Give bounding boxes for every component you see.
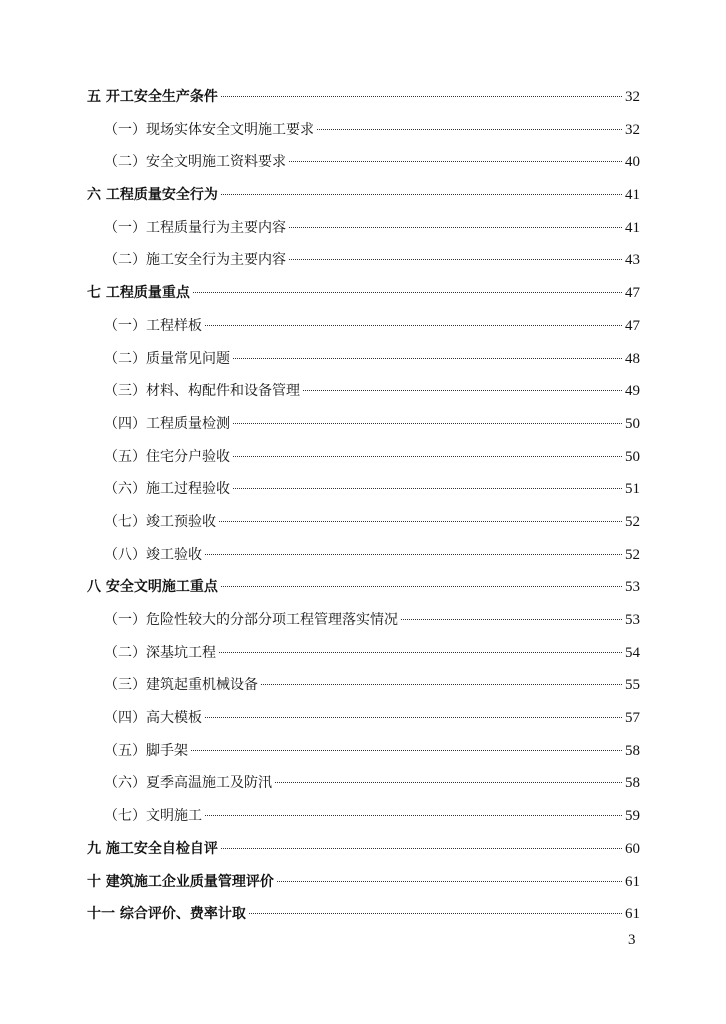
dot-leader xyxy=(303,390,622,391)
toc-entry-title: （四）工程质量检测 xyxy=(104,415,230,432)
toc-subsection-entry xyxy=(87,314,640,347)
dot-leader xyxy=(289,227,622,228)
toc-subsection-entry xyxy=(87,608,640,641)
toc-subsection-entry xyxy=(87,216,640,249)
dot-leader xyxy=(221,96,622,97)
toc-entry-title: （一）危险性较大的分部分项工程管理落实情况 xyxy=(104,612,398,628)
toc-subsection-entry xyxy=(87,347,640,380)
toc-entry-title: （五）住宅分户验收 xyxy=(104,448,230,465)
dot-leader xyxy=(233,456,622,457)
toc-entry-page: 58 xyxy=(625,775,640,792)
toc-entry-page: 48 xyxy=(625,350,640,367)
dot-leader xyxy=(205,554,622,555)
toc-entry-title: （六）夏季高温施工及防汛 xyxy=(104,775,272,792)
toc-subsection-entry xyxy=(87,543,640,576)
toc-subsection-entry xyxy=(87,804,640,837)
dot-leader xyxy=(233,488,622,489)
toc-entry-title: （三）材料、构配件和设备管理 xyxy=(104,383,300,400)
dot-leader xyxy=(317,129,622,130)
dot-leader xyxy=(233,423,622,424)
toc-subsection-entry xyxy=(87,445,640,478)
toc-entry-title: （一）工程质量行为主要内容 xyxy=(104,219,286,236)
toc-section-entry xyxy=(87,902,640,935)
dot-leader xyxy=(193,292,622,293)
toc-entry-title: （二）安全文明施工资料要求 xyxy=(104,154,286,171)
toc-entry-title: （二）质量常见问题 xyxy=(104,350,230,367)
toc-subsection-entry xyxy=(87,673,640,706)
dot-leader xyxy=(249,913,622,914)
toc-entry-title: （六）施工过程验收 xyxy=(104,481,230,498)
dot-leader xyxy=(289,161,622,162)
toc-entry-page: 60 xyxy=(625,840,640,857)
toc-entry-page: 55 xyxy=(625,677,640,694)
toc-entry-page: 61 xyxy=(625,873,640,890)
toc-section-entry xyxy=(87,281,640,314)
toc-entry-title: 五 开工安全生产条件 xyxy=(87,89,218,105)
toc-entry-title: 九 施工安全自检自评 xyxy=(87,840,218,857)
toc-entry-page: 50 xyxy=(625,448,640,465)
toc-subsection-entry xyxy=(87,771,640,804)
toc-entry-title: （五）脚手架 xyxy=(104,742,188,759)
toc-entry-page: 57 xyxy=(625,710,640,727)
toc-section-entry xyxy=(87,575,640,608)
toc-entry-page: 54 xyxy=(625,644,640,661)
toc-entry-page: 41 xyxy=(625,187,640,204)
toc-entry-title: 六 工程质量安全行为 xyxy=(87,187,218,204)
toc-entry-page: 53 xyxy=(625,579,640,596)
toc-entry-page: 52 xyxy=(625,546,640,563)
dot-leader xyxy=(261,684,622,685)
toc-entry-page: 49 xyxy=(625,383,640,400)
toc-entry-page: 58 xyxy=(625,742,640,759)
toc-entry-page: 32 xyxy=(625,89,640,105)
dot-leader xyxy=(275,782,622,783)
toc-entry-title: （一）现场实体安全文明施工要求 xyxy=(104,121,314,138)
toc-entry-page: 43 xyxy=(625,252,640,269)
toc-entry-page: 47 xyxy=(625,285,640,302)
toc-entry-page: 40 xyxy=(625,154,640,171)
toc-entry-title: （一）工程样板 xyxy=(104,317,202,334)
toc-section-entry xyxy=(87,183,640,216)
toc-subsection-entry xyxy=(87,248,640,281)
dot-leader xyxy=(289,259,622,260)
dot-leader xyxy=(221,586,622,587)
toc-subsection-entry xyxy=(87,706,640,739)
toc-subsection-entry xyxy=(87,739,640,772)
toc-section-entry xyxy=(87,837,640,870)
toc-entry-title: 十一 综合评价、费率计取 xyxy=(87,906,246,923)
toc-entry-page: 52 xyxy=(625,513,640,530)
toc-subsection-entry xyxy=(87,379,640,412)
toc-entry-title: 八 安全文明施工重点 xyxy=(87,579,218,596)
toc-entry-page: 53 xyxy=(625,612,640,628)
toc-entry-title: （四）高大模板 xyxy=(104,710,202,727)
toc-entry-page: 47 xyxy=(625,317,640,334)
toc-subsection-entry xyxy=(87,412,640,445)
toc-subsection-entry xyxy=(87,118,640,151)
dot-leader xyxy=(401,619,622,620)
toc-subsection-entry xyxy=(87,641,640,674)
toc-entry-title: 十 建筑施工企业质量管理评价 xyxy=(87,873,274,890)
toc-entry-page: 61 xyxy=(625,906,640,923)
table-of-contents xyxy=(87,85,640,935)
dot-leader xyxy=(221,848,622,849)
toc-entry-title: 七 工程质量重点 xyxy=(87,285,190,302)
toc-entry-title: （三）建筑起重机械设备 xyxy=(104,677,258,694)
dot-leader xyxy=(205,815,622,816)
toc-subsection-entry xyxy=(87,510,640,543)
dot-leader xyxy=(205,717,622,718)
toc-entry-title: （二）施工安全行为主要内容 xyxy=(104,252,286,269)
toc-entry-page: 41 xyxy=(625,219,640,236)
dot-leader xyxy=(233,358,622,359)
toc-entry-title: （二）深基坑工程 xyxy=(104,644,216,661)
toc-entry-page: 50 xyxy=(625,415,640,432)
toc-entry-page: 59 xyxy=(625,808,640,825)
page-number: 3 xyxy=(628,932,636,948)
dot-leader xyxy=(219,652,622,653)
toc-entry-page: 32 xyxy=(625,121,640,138)
toc-section-entry xyxy=(87,85,640,118)
toc-section-entry xyxy=(87,870,640,903)
toc-entry-title: （七）竣工预验收 xyxy=(104,513,216,530)
toc-subsection-entry xyxy=(87,150,640,183)
dot-leader xyxy=(221,194,622,195)
dot-leader xyxy=(191,750,622,751)
toc-entry-title: （七）文明施工 xyxy=(104,808,202,825)
dot-leader xyxy=(277,881,622,882)
toc-subsection-entry xyxy=(87,477,640,510)
toc-entry-page: 51 xyxy=(625,481,640,498)
toc-entry-title: （八）竣工验收 xyxy=(104,546,202,563)
dot-leader xyxy=(205,325,622,326)
dot-leader xyxy=(219,521,622,522)
